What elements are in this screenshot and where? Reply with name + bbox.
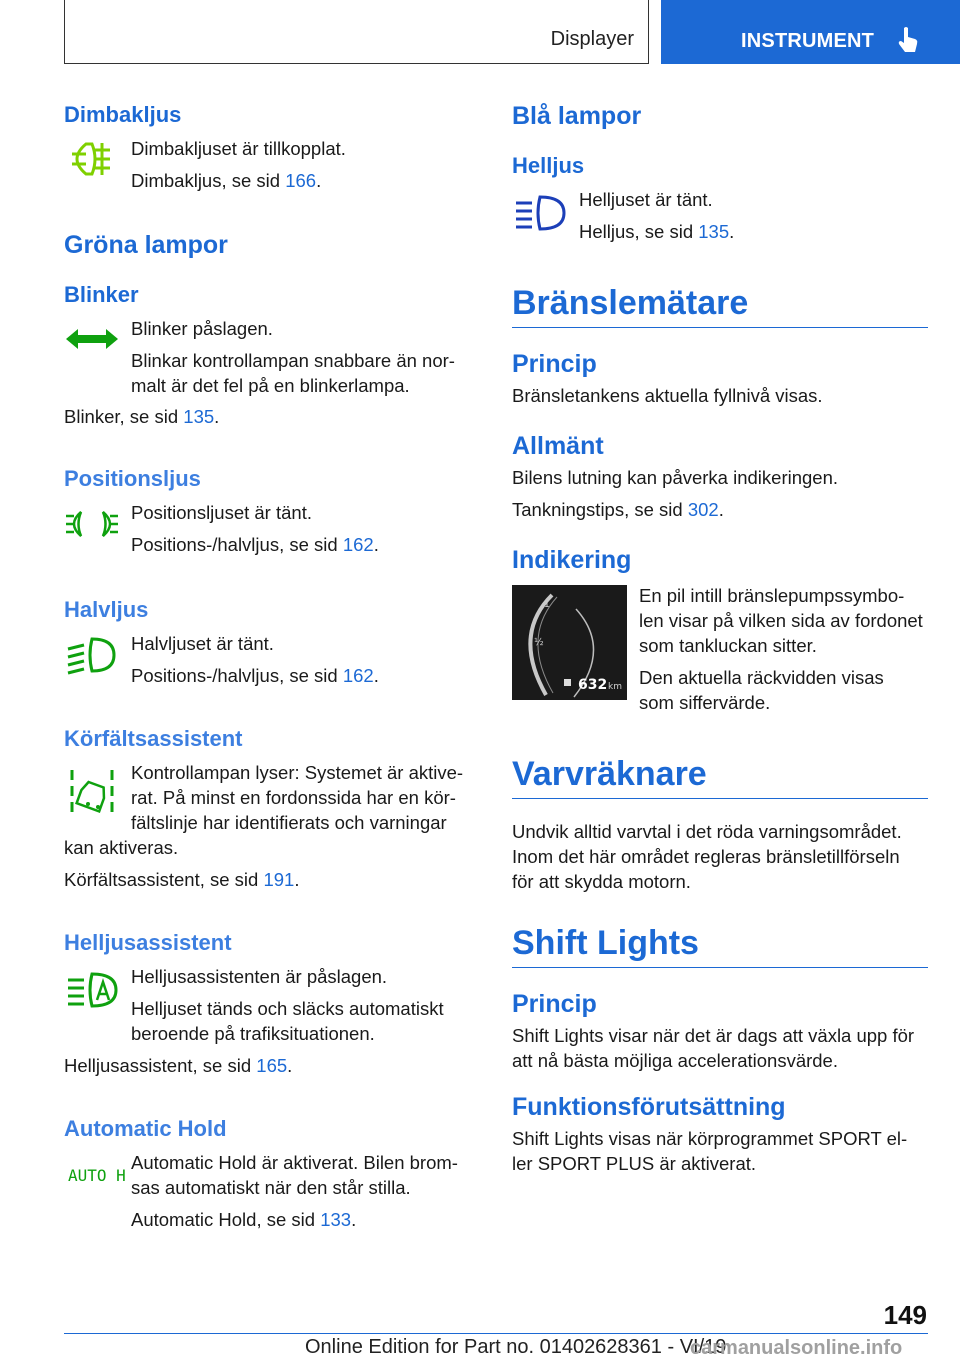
allmant-ref: Tankningstips, se sid 302. — [512, 499, 724, 520]
helljusassistent-text-3: beroende på trafiksituationen. — [131, 1023, 375, 1044]
allmant-page-link[interactable]: 302 — [687, 499, 719, 520]
gauge-half-label: ½ — [534, 637, 544, 648]
helljus-text: Helljuset är tänt. — [579, 189, 713, 210]
varvraknare-text-1: Undvik alltid varvtal i det röda varningsområdet. — [512, 821, 902, 842]
helljusassistent-text-1: Helljusassistenten är påslagen. — [131, 966, 388, 987]
position-light-icon — [64, 508, 120, 540]
helljusassistent-entry — [64, 964, 474, 1046]
header-chapter-label: INSTRUMENT — [741, 30, 875, 52]
halvljus-heading: Halvljus — [64, 597, 149, 622]
blinker-ref-text: Blinker, se sid — [64, 406, 184, 427]
indikering-text-1: En pil intill bränslepumpssymbo- — [639, 585, 905, 606]
funk-line-1: Shift Lights visas när körprogrammet SPORT el- — [512, 1128, 908, 1149]
automatic-hold-heading: Automatic Hold — [64, 1116, 227, 1141]
header-section-label: Displayer — [550, 28, 634, 50]
branslematare-heading: Bränslemätare — [512, 284, 928, 328]
varvraknare-text-2: Inom det här området regleras bränsletillförseln — [512, 846, 900, 867]
indikering-heading: Indikering — [512, 546, 632, 574]
gauge-full-label: 1 — [544, 600, 550, 610]
princip-heading-1: Princip — [512, 350, 597, 378]
princip-2-line-2: att nå bästa möjliga accelerationsvärde. — [512, 1050, 838, 1071]
auto-hold-icon: AUTO H — [68, 1166, 126, 1185]
blinker-entry — [64, 316, 474, 398]
korfaltsassistent-ref-text: Körfältsassistent, se sid — [64, 869, 264, 890]
automatic-hold-entry — [64, 1150, 474, 1232]
dimbakljus-heading: Dimbakljus — [64, 102, 182, 127]
footer-rule — [64, 1333, 928, 1334]
automatic-hold-ref-text: Automatic Hold, se sid — [131, 1209, 321, 1230]
watermark: carmanualsonline.info — [690, 1337, 903, 1359]
halvljus-entry — [64, 631, 474, 688]
dimbakljus-ref-text: Dimbakljus, se sid — [131, 170, 286, 191]
bla-lampor-heading: Blå lampor — [512, 102, 642, 130]
automatic-hold-text-1: Automatic Hold är aktiverat. Bilen brom- — [131, 1152, 458, 1173]
korfaltsassistent-heading: Körfältsassistent — [64, 726, 243, 751]
footer-edition: Online Edition for Part no. 01402628361 - VI/19 — [305, 1336, 727, 1358]
page-number: 149 — [883, 1300, 927, 1330]
positionsljus-ref: Positions-/halvljus, se sid 162. — [131, 534, 379, 555]
princip-heading-2: Princip — [512, 990, 597, 1018]
dimbakljus-ref: Dimbakljus, se sid 166. — [131, 170, 322, 191]
indikering-text-2: len visar på vilken sida av fordonet — [639, 610, 923, 631]
korfaltsassistent-entry — [64, 760, 474, 835]
automatic-hold-ref: Automatic Hold, se sid 133. — [131, 1209, 357, 1230]
rear-fog-light-icon — [64, 140, 120, 178]
positionsljus-text: Positionsljuset är tänt. — [131, 502, 312, 523]
grona-lampor-heading: Gröna lampor — [64, 231, 228, 259]
dimbakljus-page-link[interactable]: 166 — [285, 170, 317, 191]
indikering-text-5: som siffervärde. — [639, 692, 771, 713]
korfaltsassistent-text-1: Kontrollampan lyser: Systemet är aktive- — [131, 762, 464, 783]
header-chapter-tab — [661, 0, 960, 64]
funktionsforutsattning-text — [512, 1126, 928, 1176]
helljus-entry — [512, 187, 928, 244]
helljus-page-link[interactable]: 135 — [698, 221, 730, 242]
positionsljus-ref-text: Positions-/halvljus, se sid — [131, 534, 343, 555]
korfaltsassistent-text-4: kan aktiveras. — [64, 837, 179, 858]
high-beam-assistant-icon — [64, 970, 120, 1010]
positionsljus-page-link[interactable]: 162 — [342, 534, 374, 555]
korfaltsassistent-text-3: fältslinje har identifierats och varningar — [131, 812, 447, 833]
allmant-heading: Allmänt — [512, 432, 604, 460]
halvljus-ref-text: Positions-/halvljus, se sid — [131, 665, 343, 686]
helljusassistent-ref: Helljusassistent, se sid 165. — [64, 1055, 293, 1076]
right-column — [512, 100, 928, 1176]
helljusassistent-page-link[interactable]: 165 — [256, 1055, 288, 1076]
halvljus-ref: Positions-/halvljus, se sid 162. — [131, 665, 379, 686]
varvraknare-text-3: för att skydda motorn. — [512, 871, 691, 892]
positionsljus-entry — [64, 500, 474, 557]
automatic-hold-page-link[interactable]: 133 — [320, 1209, 352, 1230]
korfaltsassistent-text-2: rat. På minst en fordonssida har en kör- — [131, 787, 456, 808]
blinker-text-2: Blinkar kontrollampan snabbare än nor- malt är det fel på en blinkerlampa. — [131, 350, 455, 396]
allmant-ref-text: Tankningstips, se sid — [512, 499, 688, 520]
halvljus-page-link[interactable]: 162 — [342, 665, 374, 686]
korfaltsassistent-ref: Körfältsassistent, se sid 191. — [64, 869, 300, 890]
princip-text-1: Bränsletankens aktuella fyllnivå visas. — [512, 385, 823, 406]
halvljus-text: Halvljuset är tänt. — [131, 633, 274, 654]
korfaltsassistent-page-link[interactable]: 191 — [263, 869, 295, 890]
blinker-page-link[interactable]: 135 — [183, 406, 215, 427]
dimbakljus-text: Dimbakljuset är tillkopplat. — [131, 138, 346, 159]
pointing-hand-icon — [897, 26, 919, 54]
helljusassistent-ref-text: Helljusassistent, se sid — [64, 1055, 257, 1076]
blinker-ref: Blinker, se sid 135. — [64, 406, 220, 427]
gauge-range-value: 632 — [578, 677, 608, 693]
helljus-ref-text: Helljus, se sid — [579, 221, 699, 242]
dimbakljus-entry — [64, 136, 474, 193]
indikering-text-4: Den aktuella räckvidden visas — [639, 667, 884, 688]
helljus-heading: Helljus — [512, 153, 585, 178]
indikering-text-3: som tankluckan sitter. — [639, 635, 817, 656]
lane-assist-icon — [64, 768, 120, 822]
varvraknare-heading: Varvräknare — [512, 755, 928, 799]
blinker-text-1: Blinker påslagen. — [131, 318, 273, 339]
turn-signal-icon — [64, 326, 120, 352]
helljusassistent-text-2: Helljuset tänds och släcks automatiskt — [131, 998, 444, 1019]
fuel-gauge-image — [512, 585, 627, 700]
high-beam-icon — [512, 193, 568, 233]
funk-line-2: ler SPORT PLUS är aktiverat. — [512, 1153, 757, 1174]
blinker-heading: Blinker — [64, 282, 139, 307]
helljus-ref: Helljus, se sid 135. — [579, 221, 735, 242]
positionsljus-heading: Positionsljus — [64, 466, 201, 491]
gauge-range-unit: km — [608, 682, 622, 692]
header-section-tab — [64, 0, 649, 64]
left-column — [64, 100, 474, 1232]
helljusassistent-heading: Helljusassistent — [64, 930, 232, 955]
funktionsforutsattning-heading: Funktionsförutsättning — [512, 1093, 786, 1121]
low-beam-icon — [64, 635, 120, 675]
princip-text-2 — [512, 1023, 928, 1073]
shift-lights-heading: Shift Lights — [512, 924, 928, 968]
varvraknare-text — [512, 819, 928, 894]
princip-2-line-1: Shift Lights visar när det är dags att växla upp för — [512, 1025, 915, 1046]
allmant-text: Bilens lutning kan påverka indikeringen. — [512, 467, 839, 488]
indikering-block — [512, 583, 928, 733]
automatic-hold-text-2: sas automatiskt när den står stilla. — [131, 1177, 411, 1198]
